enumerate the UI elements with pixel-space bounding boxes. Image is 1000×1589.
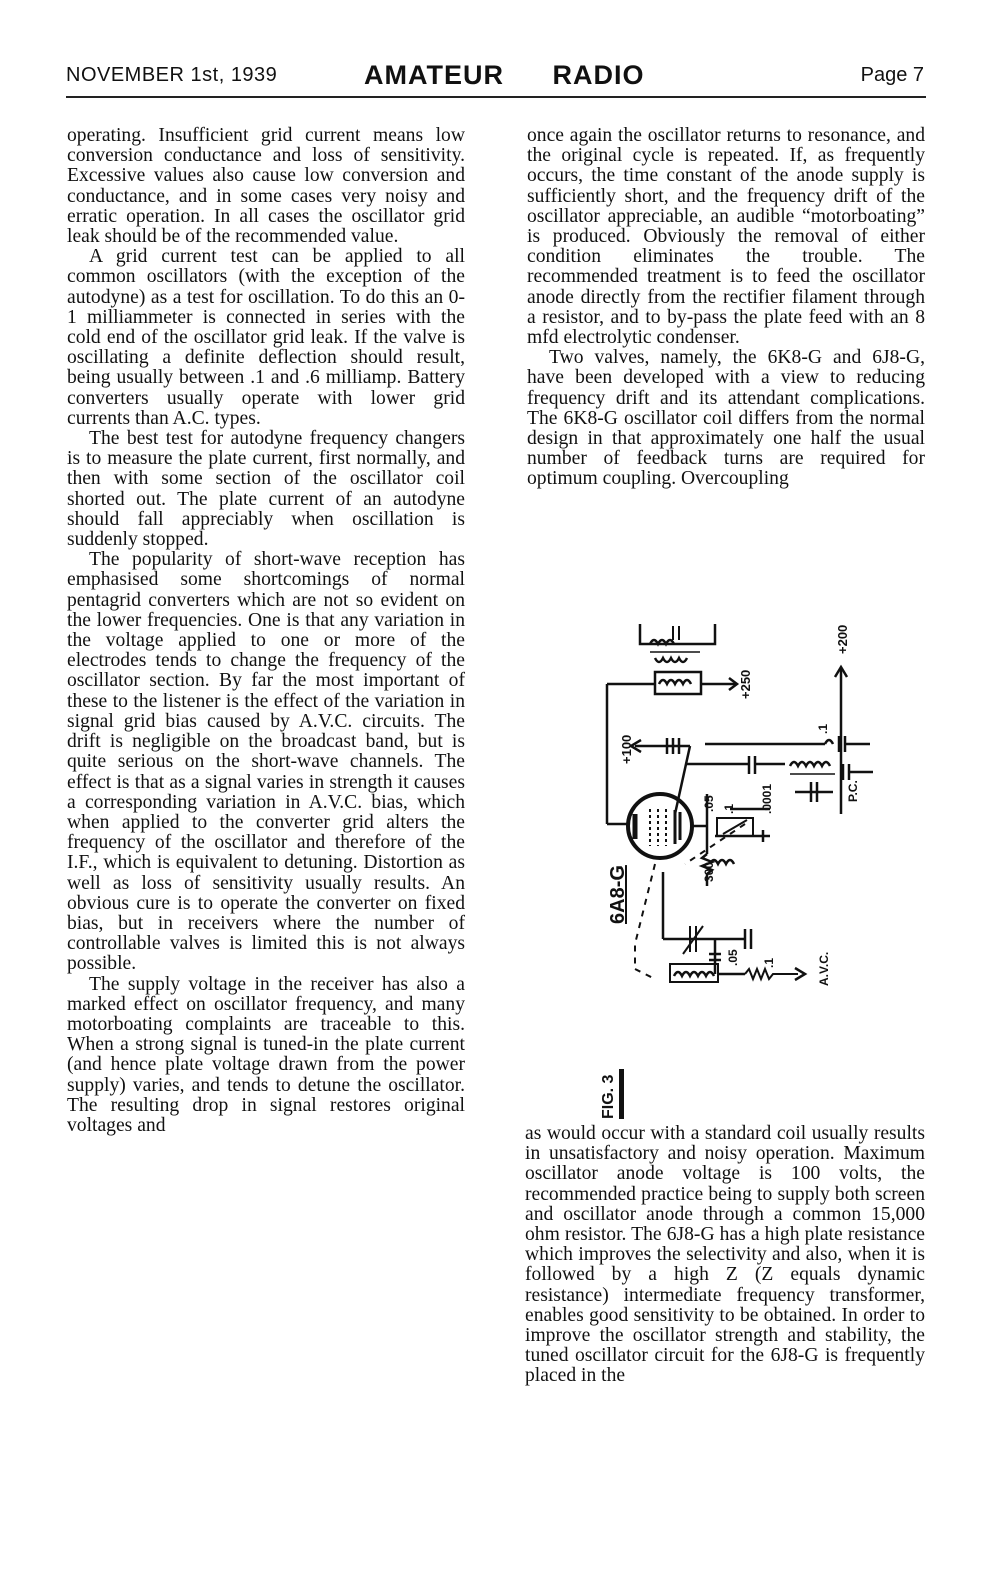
paragraph: The best test for autodyne frequency changers is to measure the plate current, first normally, and then with some section of the oscillator coil shorted out. The plate current of an autodyne should fall appreciably when oscillation is suddenly stopped. xyxy=(67,428,465,551)
valve-tube xyxy=(607,794,707,858)
label-cap-1: .1 xyxy=(816,723,830,734)
label-avc: A.V.C. xyxy=(817,951,831,986)
label-pc: P.C. xyxy=(846,780,860,802)
oscillator-coil-top xyxy=(640,624,715,662)
paragraph: operating. Insufficient grid current means low conversion conductance and loss of sensitivity. Excessive values also cause low conversion and conductance, and in some cases very noisy and erratic operation. In all cases the oscillator grid leak should be of the recommended value. xyxy=(67,125,465,248)
magazine-title: AMATEUR RADIO xyxy=(364,60,645,90)
paragraph: Two valves, namely, the 6K8-G and 6J8-G, have been developed with a view to reducing frequency drift and its attendant complications. The 6K8-G oscillator coil differs from the normal design in that approximately one half the usual number of feedback turns are required for optimum coupling. Overcoupling xyxy=(527,347,925,490)
label-plus-100: +100 xyxy=(619,734,634,764)
page-header xyxy=(66,60,926,98)
label-cap-05: .05 xyxy=(726,949,740,966)
label-cap-0001: .0001 xyxy=(760,783,774,814)
circuit-figure xyxy=(595,614,895,1119)
paragraph: as would occur with a standard coil usually results in unsatisfactory and noisy operation. Maximum oscillator anode voltage is 100 volts, the recommended practice being to supply both screen and oscillator anode through a common 15,000 ohm resistor. The 6J8-G has a high plate resistance which improves the selectivity and also, when it is followed by a high Z (Z equals dynamic resistance) intermediate frequency transformer, enables good sensitivity to be obtained. In order to improve the oscillator strength and stability, the tuned oscillator circuit for the 6J8-G is frequently placed in the xyxy=(525,1123,925,1387)
circuit-diagram xyxy=(595,614,895,1119)
paragraph: The popularity of short-wave reception has emphasised some shortcomings of normal pentagrid converters which are not so evident on the lower frequencies. One is that any variation in the voltage applied to one or more of the electrodes tends to change the frequency of the oscillator section. By far the most important of these to the listener is the effect of the variation in signal grid bias caused by A.V.C. circuits. The drift is negligible on the broadcast band, but is quite serious on the short-wave channels. The effect is that as a signal varies in strength it causes a corresponding variation in A.V.C. bias, which when applied to the converter grid alters the frequency of the oscillator and therefore of the I.F., which is equivalent to detuning. Distortion as well as loss of sensitivity usually results. An obvious cure is to operate the converter on fixed bias, but in receivers where the number of controllable valves is limited this is not always possible. xyxy=(67,549,465,975)
label-res-1-avc: .1 xyxy=(762,957,776,968)
label-res-300: 300 xyxy=(702,861,716,882)
paragraph: once again the oscillator returns to resonance, and the original cycle is repeated. If, as frequently occurs, the time constant of the anode supply is sufficiently short, and the frequency drift of the oscillator appreciable, an audible “motorboating” is produced. Obviously the removal of either condition eliminates the trouble. The recommended treatment is to feed the oscillator anode directly from the rectifier filament through a resistor, and to by-pass the plate feed with an 8 mfd electrolytic condenser. xyxy=(527,125,925,349)
right-column-bottom xyxy=(525,1124,925,1387)
valve-label: 6A8-G xyxy=(607,865,629,924)
label-plus-250: +250 xyxy=(738,669,753,699)
label-plus-200: +200 xyxy=(835,624,850,654)
caption-bar xyxy=(619,1069,624,1119)
issue-date: NOVEMBER 1st, 1939 xyxy=(66,64,278,86)
oscillator-coil-right xyxy=(685,736,873,802)
figure-caption: FIG. 3 xyxy=(600,1074,617,1119)
right-column-top xyxy=(527,126,925,490)
page-number: Page 7 xyxy=(860,64,924,86)
paragraph: The supply voltage in the receiver has also a marked effect on oscillator frequency, and many motorboating complaints are traceable to this. When a strong signal is tuned-in the plate current (and hence plate voltage drawn from the power supply) varies, and tends to detune the oscillator. The resulting drop in signal restores original voltages and xyxy=(67,973,465,1136)
left-column xyxy=(67,126,465,1136)
label-res-05: .05 xyxy=(702,795,716,812)
label-res-1: .1 xyxy=(722,803,736,814)
paragraph: A grid current test can be applied to all common oscillators (with the exception of the autodyne) as a test for oscillation. To do this an 0-1 milliammeter is connected in series with the cold end of the oscillator grid leak. If the valve is oscillating a definite deflection should result, being usually between .1 and .6 milliamp. Battery converters usually operate with lower grid currents than A.C. types. xyxy=(67,246,465,429)
